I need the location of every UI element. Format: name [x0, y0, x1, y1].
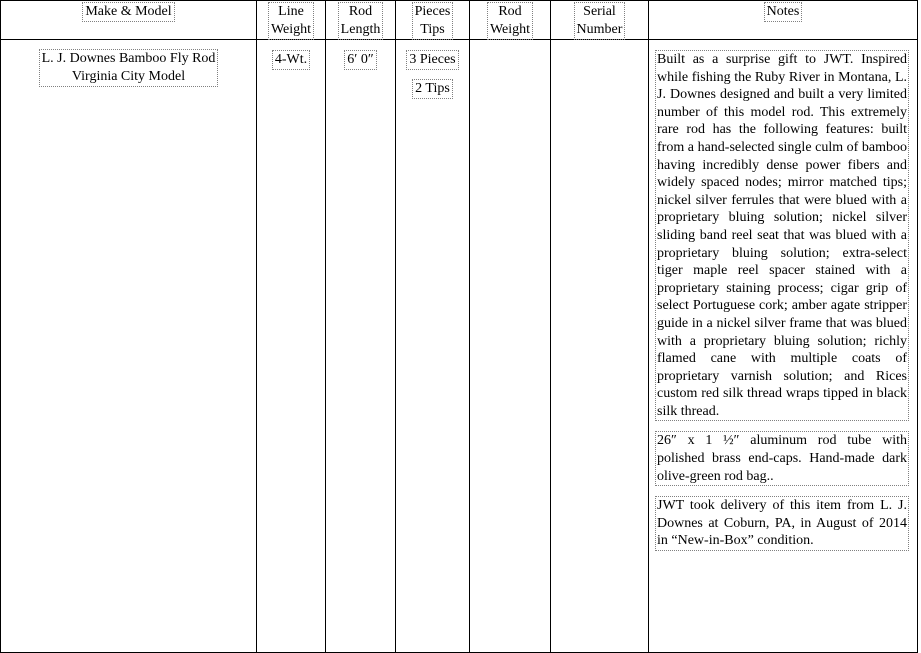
- notes-paragraph-description: Built as a surprise gift to JWT. Inspired while fishing the Ruby River in Montana, L. J. Downes designed and built a very limited number of this model rod. This extremely rare rod has the following features: built from a hand-selected single culm of bamboo having incredibly dense power fibers and widely spaced nodes; mirror matched tips; nickel silver ferrules that were blued with a proprietary bluing solution; nickel silver sliding band reel seat that was blued with a proprietary bluing solution; extra-select tiger maple reel spacer stained with a proprietary staining process; cigar grip of select Portuguese cork; amber agate stripper guide in a nickel silver frame that was blued with a proprietary bluing solution; richly flamed cane with multiple coats of proprietary varnish solution; and Rices custom red silk thread wraps tipped in black silk thread.: [655, 50, 909, 421]
- header-serial-l1: Serial: [583, 4, 616, 19]
- header-line-weight-l1: Line: [278, 4, 304, 19]
- col-border: [917, 0, 918, 653]
- header-rod-length: [326, 2, 395, 40]
- header-make-model: Make & Model: [1, 2, 256, 22]
- header-pieces-l1: Pieces: [414, 4, 451, 19]
- header-line-weight: [257, 2, 325, 40]
- notes-paragraph-accessories: 26″ x 1 ½″ aluminum rod tube with polished brass end-caps. Hand-made dark olive-green rod bag..: [655, 431, 909, 486]
- header-rod-weight-l1: Rod: [498, 4, 522, 19]
- header-rod-weight: [470, 2, 550, 40]
- cell-notes: [655, 50, 909, 561]
- cell-tips: 2 Tips: [396, 79, 469, 99]
- header-rod-weight-l2: Weight: [489, 22, 531, 37]
- header-rod-length-l2: Length: [340, 22, 381, 37]
- header-rod-length-l1: Rod: [348, 4, 373, 19]
- col-border: [0, 0, 1, 653]
- col-border: [325, 0, 326, 653]
- make-model-line1: L. J. Downes Bamboo Fly Rod: [41, 51, 216, 66]
- col-border: [648, 0, 649, 653]
- header-tips-l2: Tips: [420, 22, 445, 37]
- col-border: [256, 0, 257, 653]
- cell-make-model: [1, 49, 256, 87]
- col-border: [550, 0, 551, 653]
- cell-line-weight: 4-Wt.: [257, 50, 325, 70]
- table-top-border: [0, 0, 918, 1]
- make-model-line2: Virginia City Model: [71, 69, 186, 84]
- cell-rod-length: 6′ 0″: [326, 50, 395, 70]
- cell-pieces: 3 Pieces: [396, 50, 469, 70]
- col-border: [469, 0, 470, 653]
- header-notes: Notes: [649, 2, 917, 22]
- header-pieces-tips: [396, 2, 469, 40]
- header-serial-l2: Number: [576, 22, 623, 37]
- notes-paragraph-delivery: JWT took delivery of this item from L. J. Downes at Coburn, PA, in August of 2014 in “New-in-Box” condition.: [655, 496, 909, 551]
- header-line-weight-l2: Weight: [270, 22, 312, 37]
- header-serial-number: [551, 2, 648, 40]
